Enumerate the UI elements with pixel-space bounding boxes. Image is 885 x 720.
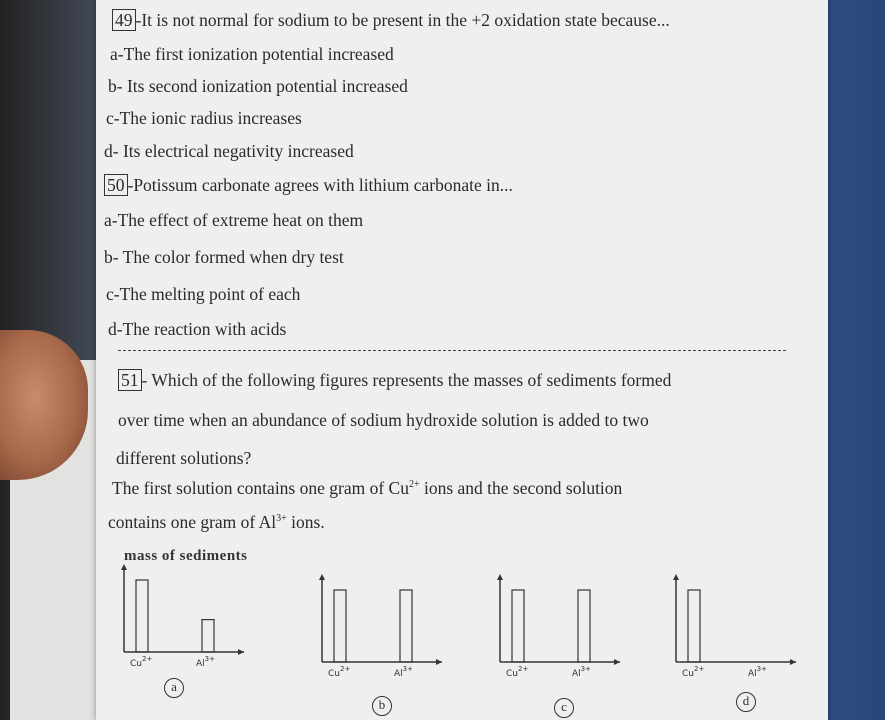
tick-label-Cu2+: $Cu^{2+}$ <box>682 665 705 679</box>
q51-line3: different solutions? <box>116 448 252 468</box>
tick-label-Al3+: $Al^{3+}$ <box>572 665 591 679</box>
tick-label-Al3+: $Al^{3+}$ <box>196 655 215 669</box>
choice-a[interactable]: a <box>164 678 184 698</box>
bar-Cu2+ <box>512 590 524 662</box>
q50-number: 50 <box>104 174 128 196</box>
bar-Cu2+ <box>688 590 700 662</box>
q51-line4b: ions and the second solution <box>419 478 623 498</box>
q51-line5-sup: 3+ <box>276 513 287 525</box>
tick-sup: 3+ <box>402 665 413 673</box>
q51-line2: over time when an abundance of sodium hydroxide solution is added to two <box>118 410 649 430</box>
tick-sup: 3+ <box>580 665 591 673</box>
q51-line4 <box>112 478 622 499</box>
bar-Al3+ <box>400 590 412 662</box>
chart-b-svg <box>310 574 450 684</box>
q51-line5 <box>108 512 325 533</box>
q50-text: -Potissum carbonate agrees with lithium carbonate in... <box>127 175 513 195</box>
x-axis-arrow <box>790 659 796 665</box>
chart-c-svg <box>488 574 628 684</box>
q49-text: -It is not normal for sodium to be present in the +2 oxidation state because... <box>135 10 670 30</box>
q51-number: 51 <box>118 369 142 391</box>
q50-option-a: a-The effect of extreme heat on them <box>104 210 364 230</box>
y-axis-arrow <box>673 574 679 580</box>
tick-label-Cu2+: $Cu^{2+}$ <box>130 655 153 669</box>
bar-Cu2+ <box>136 580 148 652</box>
x-axis-arrow <box>614 659 620 665</box>
q49-option-c: c-The ionic radius increases <box>106 108 302 128</box>
choice-d[interactable]: d <box>736 692 756 712</box>
q51-line5a: contains one gram of Al <box>108 512 277 532</box>
charts-y-label: mass of sediments <box>124 548 248 564</box>
tick-sup: 3+ <box>204 655 215 663</box>
tick-label-Al3+: $Al^{3+}$ <box>748 665 767 679</box>
tick-label-Cu2+: $Cu^{2+}$ <box>328 665 351 679</box>
bar-Al3+ <box>578 590 590 662</box>
choice-b[interactable]: b <box>372 696 392 716</box>
y-axis-arrow <box>121 564 127 570</box>
q49-option-d: d- Its electrical negativity increased <box>104 141 354 161</box>
tick-sup: 2+ <box>340 665 351 673</box>
x-axis-arrow <box>436 659 442 665</box>
tick-sup: 2+ <box>694 665 705 673</box>
chart-c <box>488 574 628 689</box>
q49-stem <box>112 10 670 31</box>
q49-option-a: a-The first ionization potential increased <box>110 44 394 64</box>
tick-sup: 3+ <box>756 665 767 673</box>
q49-number: 49 <box>112 9 136 31</box>
q50-option-d: d-The reaction with acids <box>108 319 287 339</box>
q51-line1: - Which of the following figures represents the masses of sediments formed <box>141 370 672 390</box>
q51-line4-sup: 2+ <box>408 479 420 491</box>
q50-option-c: c-The melting point of each <box>106 284 301 304</box>
bar-Al3+ <box>202 620 214 652</box>
q50-option-b: b- The color formed when dry test <box>104 247 344 267</box>
y-axis-arrow <box>319 574 325 580</box>
bar-Cu2+ <box>334 590 346 662</box>
q51-line5b: ions. <box>286 512 325 532</box>
chart-b <box>310 574 450 689</box>
divider <box>118 350 786 351</box>
q51-line4a: The first solution contains one gram of Cu <box>112 478 409 498</box>
x-axis-arrow <box>238 649 244 655</box>
choice-c[interactable]: c <box>554 698 574 718</box>
tick-label-Cu2+: $Cu^{2+}$ <box>506 665 529 679</box>
tick-sup: 2+ <box>518 665 529 673</box>
q51-stem <box>118 370 671 391</box>
y-axis-arrow <box>497 574 503 580</box>
chart-a-svg <box>112 564 252 674</box>
chart-a <box>112 564 252 679</box>
tick-sup: 2+ <box>142 655 153 663</box>
chart-d <box>664 574 804 689</box>
q50-stem <box>104 175 513 196</box>
q49-option-b: b- Its second ionization potential increased <box>108 76 408 96</box>
chart-d-svg <box>664 574 804 684</box>
tick-label-Al3+: $Al^{3+}$ <box>394 665 413 679</box>
